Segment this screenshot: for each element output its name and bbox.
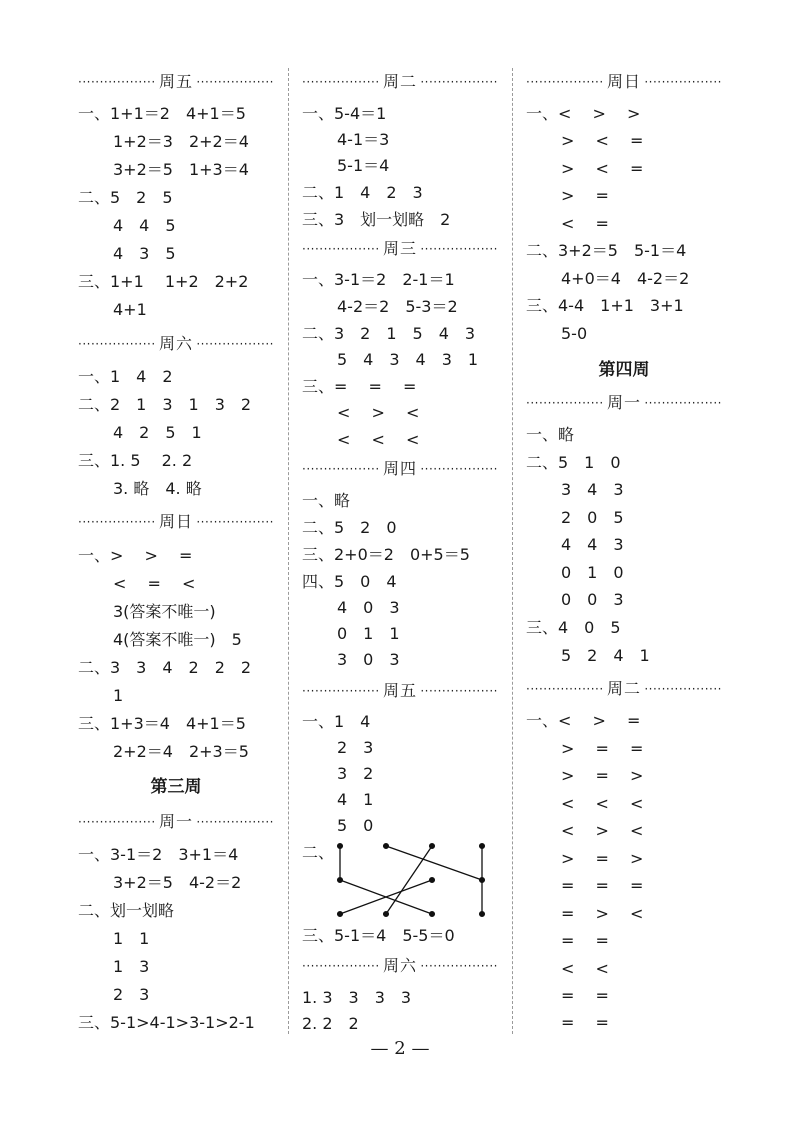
answer-line: 2 0 5 xyxy=(561,508,624,527)
answer-line: > < = xyxy=(561,159,644,178)
answer-line: 一、> > = xyxy=(78,546,193,565)
answer-line: 4(答案不唯一) 5 xyxy=(113,630,242,649)
answer-line: 2 3 xyxy=(113,985,150,1004)
answer-line: 5-1＝4 xyxy=(337,156,390,175)
answer-line: 2+2＝4 2+3＝5 xyxy=(113,742,249,761)
answer-line: 二、5 2 0 xyxy=(302,518,397,537)
section-header-sunday: ·················· 周日 ·················· xyxy=(526,72,722,91)
page-number: — 2 — xyxy=(370,1038,430,1059)
section-header-sunday: ·················· 周日 ·················· xyxy=(78,512,274,531)
section-header-tuesday: ·················· 周二 ·················· xyxy=(302,72,498,91)
answer-line: 4 4 3 xyxy=(561,535,624,554)
answer-line: 一、3-1＝2 2-1＝1 xyxy=(302,270,455,289)
answer-line: 二、3 2 1 5 4 3 xyxy=(302,324,476,343)
answer-line: 一、略 xyxy=(302,491,351,510)
answer-line: = = xyxy=(561,1013,609,1032)
answer-line: 3+2＝5 1+3＝4 xyxy=(113,160,249,179)
answer-line: 三、= = = xyxy=(302,377,417,396)
answer-line: 1 1 xyxy=(113,929,150,948)
answer-line: < < < xyxy=(561,794,644,813)
dot xyxy=(338,912,343,917)
section-header-thursday: ·················· 周四 ·················· xyxy=(302,459,498,478)
answer-line: 二、划一划略 xyxy=(78,901,175,920)
answer-line: 1 3 xyxy=(113,957,150,976)
week-title: 第四周 xyxy=(598,360,650,380)
dot xyxy=(338,878,343,883)
answer-line: 三、1+1 1+2 2+2 xyxy=(78,272,249,291)
answer-line: 3 2 xyxy=(337,764,374,783)
answer-line: 1. 3 3 3 3 xyxy=(302,988,412,1007)
answer-line: 4 3 5 xyxy=(113,244,176,263)
answer-line: 一、1 4 xyxy=(302,712,371,731)
answer-line: > = > xyxy=(561,849,644,868)
answer-line: = = = xyxy=(561,876,644,895)
connecting-line xyxy=(386,846,482,880)
dot xyxy=(430,878,435,883)
answer-line: 二、1 4 2 3 xyxy=(302,183,423,202)
answer-line: 三、1+3＝4 4+1＝5 xyxy=(78,714,246,733)
answer-line: 二、 xyxy=(302,843,335,862)
section-header-wednesday: ·················· 周三 ·················· xyxy=(302,239,498,258)
answer-line: < > < xyxy=(337,403,420,422)
answer-line: 一、1+1＝2 4+1＝5 xyxy=(78,104,246,123)
answer-line: 二、5 1 0 xyxy=(526,453,621,472)
answer-line: < < xyxy=(561,959,609,978)
answer-line: 3. 略 4. 略 xyxy=(113,479,202,498)
answer-line: = = xyxy=(561,931,609,950)
answer-line: 一、< > > xyxy=(526,104,641,123)
section-header-tuesday: ·················· 周二 ·················· xyxy=(526,679,722,698)
dot xyxy=(480,912,485,917)
answer-line: 3+2＝5 4-2＝2 xyxy=(113,873,242,892)
answer-line: 4 1 xyxy=(337,790,374,809)
answer-line: 4 0 3 xyxy=(337,598,400,617)
section-header-friday: ·················· 周五 ·················· xyxy=(78,72,274,91)
answer-line: 3(答案不唯一) xyxy=(113,602,216,621)
section-header-monday: ·················· 周一 ·················· xyxy=(526,393,722,412)
section-header-saturday: ·················· 周六 ·················· xyxy=(302,956,498,975)
answer-line: < < < xyxy=(337,430,420,449)
dot xyxy=(384,844,389,849)
answer-line: 一、< > = xyxy=(526,711,641,730)
dot xyxy=(384,912,389,917)
dot xyxy=(430,912,435,917)
answer-line: 4-2＝2 5-3＝2 xyxy=(337,297,458,316)
answer-line: 5 2 4 1 xyxy=(561,646,650,665)
answer-line: 三、2+0＝2 0+5＝5 xyxy=(302,545,470,564)
answer-line: 二、3 3 4 2 2 2 xyxy=(78,658,252,677)
answer-line: 三、4-4 1+1 3+1 xyxy=(526,296,684,315)
answer-line: 3 0 3 xyxy=(337,650,400,669)
answer-line: 4+0＝4 4-2＝2 xyxy=(561,269,690,288)
answer-line: 一、5-4＝1 xyxy=(302,104,387,123)
column-divider-2 xyxy=(512,68,513,1034)
answer-line: 3 4 3 xyxy=(561,480,624,499)
dot xyxy=(480,844,485,849)
answer-line: 0 1 1 xyxy=(337,624,400,643)
answer-line: 三、5-1＝4 5-5＝0 xyxy=(302,926,455,945)
answer-line: 1 xyxy=(113,686,124,705)
answer-line: = = xyxy=(561,986,609,1005)
answer-line: 1+2＝3 2+2＝4 xyxy=(113,132,249,151)
answer-line: 0 1 0 xyxy=(561,563,624,582)
answer-line: 5 4 3 4 3 1 xyxy=(337,350,479,369)
answer-line: 四、5 0 4 xyxy=(302,572,397,591)
answer-line: 2. 2 2 xyxy=(302,1014,359,1033)
answer-line: < = < xyxy=(113,574,196,593)
answer-line: > = xyxy=(561,186,609,205)
dot xyxy=(480,878,485,883)
column-divider-1 xyxy=(288,68,289,1034)
answer-line: > < = xyxy=(561,131,644,150)
answer-line: 三、5-1>4-1>3-1>2-1 xyxy=(78,1013,255,1032)
answer-line: 一、1 4 2 xyxy=(78,367,173,386)
answer-line: 一、3-1＝2 3+1＝4 xyxy=(78,845,239,864)
answer-line: 0 0 3 xyxy=(561,590,624,609)
answer-line: 5-0 xyxy=(561,324,588,343)
answer-line: 4-1＝3 xyxy=(337,130,390,149)
answer-line: 4 2 5 1 xyxy=(113,423,202,442)
answer-line: 二、5 2 5 xyxy=(78,188,173,207)
connecting-line xyxy=(386,846,432,914)
matching-lines-diagram xyxy=(332,842,492,922)
section-header-friday: ·················· 周五 ·················· xyxy=(302,681,498,700)
answer-line: < = xyxy=(561,214,609,233)
answer-line: 三、4 0 5 xyxy=(526,618,621,637)
answer-line: 一、略 xyxy=(526,425,575,444)
section-header-monday: ·················· 周一 ·················· xyxy=(78,812,274,831)
answer-line: 三、3 划一划略 2 xyxy=(302,210,451,229)
answer-line: > = = xyxy=(561,739,644,758)
answer-line: 二、2 1 3 1 3 2 xyxy=(78,395,252,414)
answer-line: 二、3+2＝5 5-1＝4 xyxy=(526,241,687,260)
section-header-saturday: ·················· 周六 ·················· xyxy=(78,334,274,353)
answer-line: = > < xyxy=(561,904,644,923)
answer-line: 三、1. 5 2. 2 xyxy=(78,451,193,470)
answer-line: 5 0 xyxy=(337,816,374,835)
answer-line: 4 4 5 xyxy=(113,216,176,235)
dot xyxy=(430,844,435,849)
answer-line: > = > xyxy=(561,766,644,785)
answer-line: 4+1 xyxy=(113,300,147,319)
answer-line: < > < xyxy=(561,821,644,840)
dot xyxy=(338,844,343,849)
answer-line: 2 3 xyxy=(337,738,374,757)
week-title: 第三周 xyxy=(150,777,202,797)
